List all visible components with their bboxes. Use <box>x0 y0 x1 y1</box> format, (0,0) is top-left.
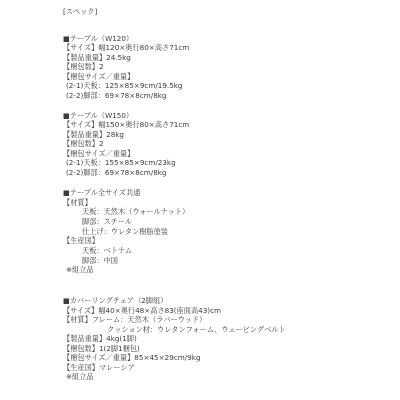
spec-line: 【梱包サイズ／重量】85×45×29cm/9kg <box>63 353 201 362</box>
section-heading-common: ■テーブル全サイズ共通 <box>63 188 141 197</box>
spec-line: ※組立品 <box>66 372 94 381</box>
spec-line: 【製品重量】24.5kg <box>63 53 131 62</box>
section-heading-chair: ■カバーリングチェア（2脚組） <box>63 296 168 305</box>
spec-line: 【生産国】 <box>63 236 99 245</box>
section-heading-w150: ■テーブル（W150） <box>63 111 134 120</box>
spec-line: 【梱包サイズ／重量】 <box>63 72 135 81</box>
spec-line: 【サイズ】幅120×奥行80×高さ71cm <box>63 43 190 52</box>
spec-line: 天板：天然木（ウォールナット） <box>82 207 190 216</box>
spec-line: 天板：ベトナム <box>82 246 132 255</box>
spec-line: (2-1)天板：125×85×9cm/19.5kg <box>66 81 183 90</box>
spec-line: 【梱包サイズ／重量】 <box>63 149 135 158</box>
spec-line: 脚部：スチール <box>82 217 133 226</box>
spec-line: (2-2)脚部：69×78×8cm/8kg <box>66 91 167 100</box>
spec-line: 【サイズ】幅40×奥行48×高さ83(座面高43)cm <box>63 306 222 315</box>
spec-line: (2-1)天板：155×85×9cm/23kg <box>66 158 176 167</box>
spec-line: 【材質】フレーム：天然木（ラバーウッド） <box>63 315 207 324</box>
spec-line: 脚部：中国 <box>82 256 118 265</box>
spec-line: クッション材：ウレタンフォーム、ウェービングベルト <box>107 325 286 334</box>
spec-line: ※組立品 <box>66 265 94 274</box>
spec-line: 【梱包数】2 <box>63 139 104 148</box>
spec-line: 【生産国】マレーシア <box>63 363 135 372</box>
spec-line: 【材質】 <box>63 198 92 207</box>
spec-line: 【製品重量】4kg(1脚) <box>63 334 137 343</box>
spec-line: 仕上げ：ウレタン樹脂塗装 <box>82 227 168 236</box>
spec-title: [スペック] <box>63 7 98 16</box>
spec-line: 【製品重量】28kg <box>63 130 124 139</box>
spec-line: (2-2)脚部：69×78×8cm/8kg <box>66 168 167 177</box>
section-heading-w120: ■テーブル（W120） <box>63 34 134 43</box>
spec-line: 【梱包数】2 <box>63 62 104 71</box>
spec-line: 【梱包数】1(2脚1梱包) <box>63 344 140 353</box>
spec-line: 【サイズ】幅150×奥行80×高さ71cm <box>63 120 190 129</box>
